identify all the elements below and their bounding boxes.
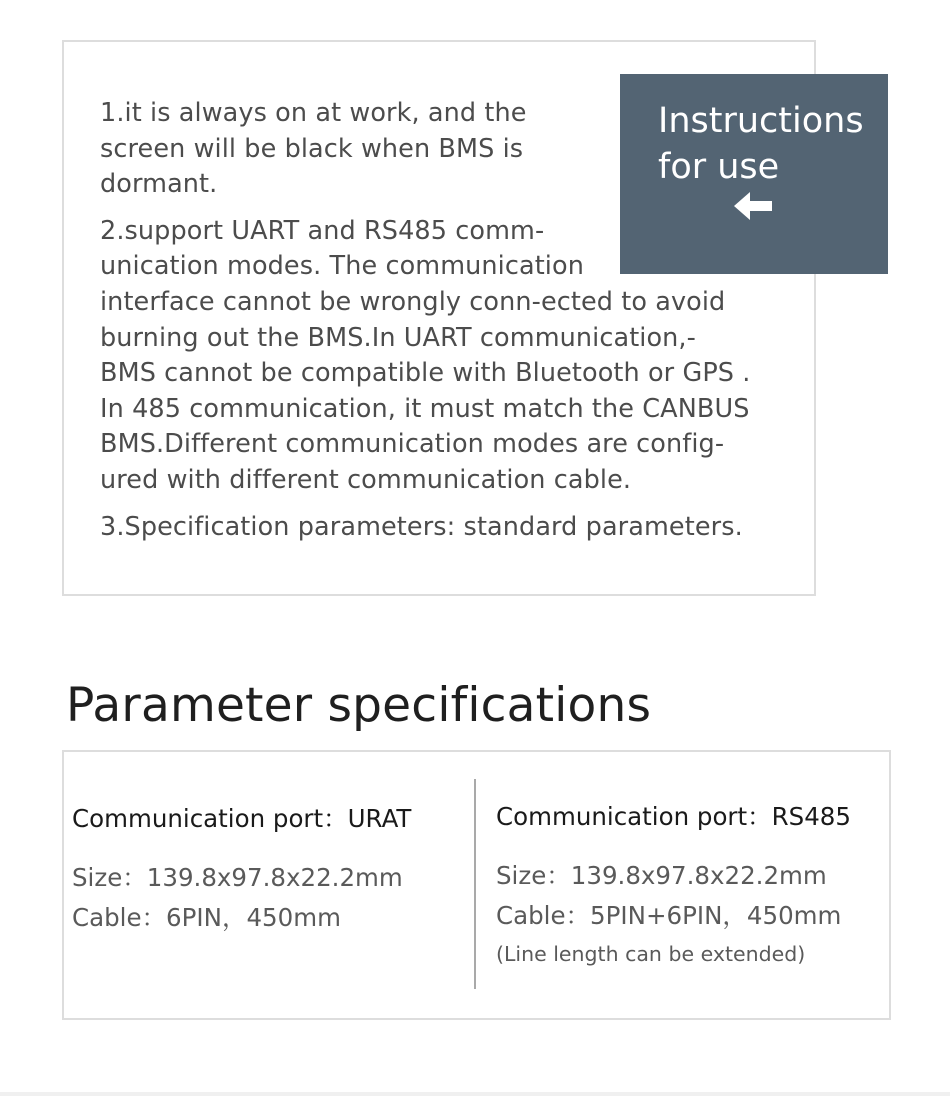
cable-spec: Cable：5PIN+6PIN，450mm [496, 901, 842, 930]
tag-title-line-2: for use [658, 147, 780, 187]
port-title: Communication port：RS485 [496, 802, 851, 831]
size-spec: Size：139.8x97.8x22.2mm [72, 863, 403, 892]
instruction-line: burning out the BMS.In UART communication,- [100, 322, 696, 353]
instruction-line: BMS.Different communication modes are config- [100, 429, 725, 460]
column-divider [474, 779, 476, 989]
instruction-line: In 485 communication, it must match the CANBUS [100, 393, 750, 424]
left-arrow-icon [734, 192, 776, 220]
cable-note: (Line length can be extended) [496, 942, 806, 966]
urat-spec-column [72, 800, 411, 938]
instruction-line: 3.Specification parameters: standard parameters. [100, 511, 743, 542]
instruction-line: screen will be black when BMS is [100, 133, 524, 164]
instruction-line: dormant. [100, 169, 218, 200]
section-title: Parameter specifications [66, 678, 652, 733]
bottom-divider [0, 1092, 950, 1096]
instruction-line: 1.it is always on at work, and the [100, 98, 527, 128]
instruction-line: 2.support UART and RS485 comm- [100, 215, 545, 246]
instruction-line: unication modes. The communication [100, 251, 584, 282]
rs485-spec-column [496, 798, 851, 971]
instruction-line: BMS cannot be compatible with Bluetooth or GPS . [100, 358, 751, 389]
instructions-tag [620, 74, 888, 274]
tag-title-line-1: Instructions [658, 101, 864, 141]
cable-spec: Cable：6PIN，450mm [72, 903, 341, 932]
instruction-line: interface cannot be wrongly conn-ected to avoid [100, 286, 726, 317]
port-title: Communication port：URAT [72, 804, 412, 833]
size-spec: Size：139.8x97.8x22.2mm [496, 861, 827, 890]
instruction-paragraph-3 [100, 510, 800, 546]
instruction-line: ured with different communication cable. [100, 464, 632, 495]
